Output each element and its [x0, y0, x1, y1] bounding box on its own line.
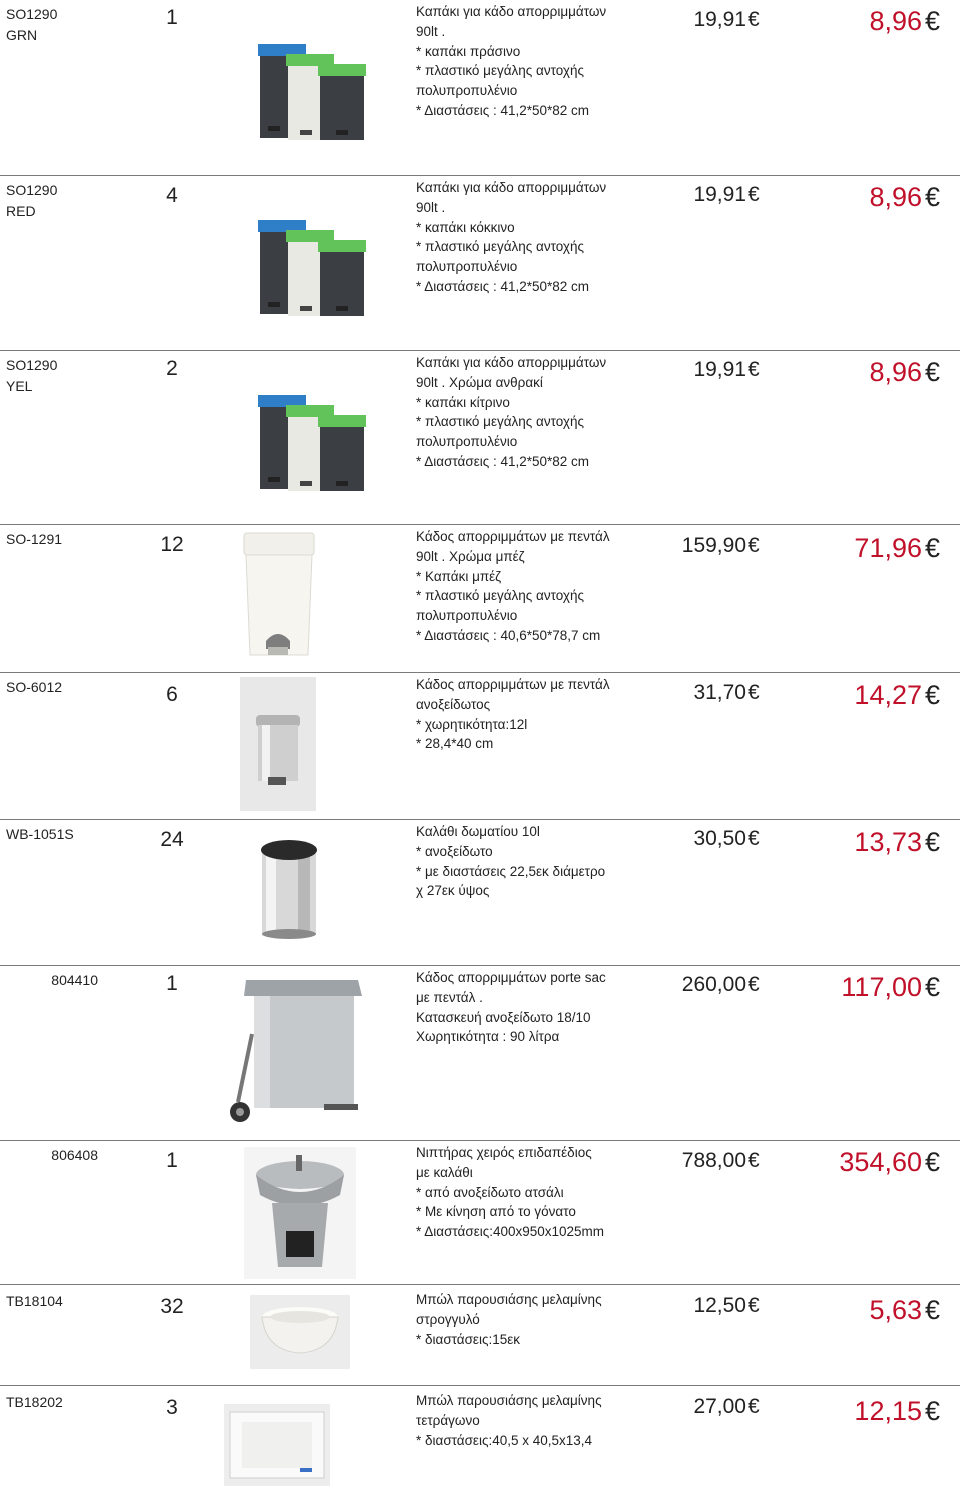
product-description: Μπώλ παρουσιάσης μελαμίνης τετράγωνο * διαστάσεις:40,5 x 40,5x13,4 [416, 1393, 602, 1448]
quantity: 1 [166, 1149, 178, 1172]
old-price: 19,91 [693, 8, 746, 31]
three-pedal-bins-image [248, 206, 380, 318]
hand-sink-image [244, 1147, 356, 1279]
euro-icon: € [925, 972, 941, 1002]
euro-icon: € [748, 1149, 760, 1172]
sale-price: 354,60 [839, 1147, 922, 1177]
sale-price: 5,63 [869, 1295, 922, 1325]
three-pedal-bins-image [248, 30, 380, 142]
quantity: 6 [166, 683, 178, 706]
quantity: 2 [166, 357, 178, 380]
quantity: 32 [160, 1295, 184, 1318]
product-row [0, 1141, 960, 1284]
old-price: 27,00 [693, 1395, 746, 1418]
sale-price: 13,73 [854, 827, 922, 857]
euro-icon: € [925, 357, 941, 387]
euro-icon: € [925, 182, 941, 212]
product-code: SO1290 GRN [6, 6, 58, 43]
round-bowl-image [250, 1295, 350, 1369]
steel-pedal-bin-image [240, 677, 316, 811]
product-code: 804410 [51, 972, 98, 988]
quantity: 12 [160, 533, 184, 556]
sale-price: 14,27 [854, 680, 922, 710]
product-row [0, 0, 960, 175]
old-price: 159,90 [681, 534, 746, 557]
sale-price: 8,96 [869, 6, 922, 36]
product-row [0, 1386, 960, 1496]
euro-icon: € [748, 1294, 760, 1317]
euro-icon: € [925, 680, 941, 710]
product-row [0, 351, 960, 524]
euro-icon: € [925, 1147, 941, 1177]
porte-sac-bin-image [228, 974, 368, 1128]
product-row [0, 525, 960, 672]
product-description: Καπάκι για κάδο απορριμμάτων 90lt . Χρώμα ανθρακί * καπάκι κίτρινο * πλαστικό μεγάλης αντοχής πολυπροπυλένιο * Διαστάσεις : 41,2*50*82 cm [416, 355, 607, 469]
beige-pedal-bin-image [236, 529, 320, 664]
quantity: 24 [160, 828, 184, 851]
old-price: 31,70 [693, 681, 746, 704]
product-code: 806408 [51, 1147, 98, 1163]
product-row [0, 673, 960, 819]
product-description: Μπώλ παρουσιάσης μελαμίνης στρογγυλό * διαστάσεις:15εκ [416, 1292, 602, 1347]
product-description: Καπάκι για κάδο απορριμμάτων 90lt . * καπάκι κόκκινο * πλαστικό μεγάλης αντοχής πολυπροπυλένιο * Διαστάσεις : 41,2*50*82 cm [416, 180, 607, 294]
euro-icon: € [748, 973, 760, 996]
sale-price: 8,96 [869, 182, 922, 212]
old-price: 30,50 [693, 827, 746, 850]
old-price: 19,91 [693, 358, 746, 381]
product-code: SO-6012 [6, 679, 63, 695]
quantity: 1 [166, 972, 178, 995]
euro-icon: € [748, 827, 760, 850]
old-price: 788,00 [681, 1149, 746, 1172]
sale-price: 71,96 [854, 533, 922, 563]
product-code: TB18202 [6, 1394, 63, 1410]
euro-icon: € [748, 183, 760, 206]
product-row [0, 1285, 960, 1385]
product-code: WB-1051S [6, 826, 74, 842]
quantity: 1 [166, 6, 178, 29]
euro-icon: € [925, 1295, 941, 1325]
product-code: SO1290 YEL [6, 357, 58, 394]
three-pedal-bins-image [248, 381, 380, 493]
quantity: 3 [166, 1396, 178, 1419]
room-basket-image [256, 836, 322, 942]
product-code: SO1290 RED [6, 182, 58, 219]
euro-icon: € [748, 534, 760, 557]
product-code: SO-1291 [6, 531, 63, 547]
euro-icon: € [925, 6, 941, 36]
euro-icon: € [748, 681, 760, 704]
sale-price: 8,96 [869, 357, 922, 387]
product-code: TB18104 [6, 1293, 63, 1309]
sale-price: 12,15 [854, 1396, 922, 1426]
euro-icon: € [748, 8, 760, 31]
product-description: Καλάθι δωματίου 10l * ανοξείδωτο * με διαστάσεις 22,5εκ διάμετρο χ 27εκ ύψος [416, 824, 606, 899]
product-description: Κάδος απορριμμάτων με πεντάλ 90lt . Χρώμα μπέζ * Καπάκι μπέζ * πλαστικό μεγάλης αντοχής πολυπροπυλένιο * Διαστάσεις : 40,6*50*78,7 cm [416, 529, 610, 643]
quantity: 4 [166, 184, 178, 207]
euro-icon: € [748, 358, 760, 381]
euro-icon: € [925, 1396, 941, 1426]
product-row [0, 176, 960, 350]
euro-icon: € [925, 827, 941, 857]
product-description: Καπάκι για κάδο απορριμμάτων 90lt . * καπάκι πράσινο * πλαστικό μεγάλης αντοχής πολυπροπυλένιο * Διαστάσεις : 41,2*50*82 cm [416, 4, 607, 118]
product-row [0, 820, 960, 965]
euro-icon: € [748, 1395, 760, 1418]
old-price: 19,91 [693, 183, 746, 206]
product-description: Κάδος απορριμμάτων με πεντάλ ανοξείδωτος * χωρητικότητα:12l * 28,4*40 cm [416, 677, 610, 752]
euro-icon: € [925, 533, 941, 563]
product-description: Νιπτήρας χειρός επιδαπέδιος με καλάθι * από ανοξείδωτο ατσάλι * Με κίνηση από το γόνατο * Διαστάσεις:400x950x1025mm [416, 1145, 605, 1240]
square-tray-image [224, 1404, 330, 1486]
product-description: Κάδος απορριμμάτων porte sac με πεντάλ . Κατασκευή ανοξείδωτο 18/10 Χωρητικότητα : 90 λίτρα [416, 970, 606, 1045]
sale-price: 117,00 [841, 972, 922, 1002]
old-price: 260,00 [681, 973, 746, 996]
product-row [0, 966, 960, 1140]
old-price: 12,50 [693, 1294, 746, 1317]
